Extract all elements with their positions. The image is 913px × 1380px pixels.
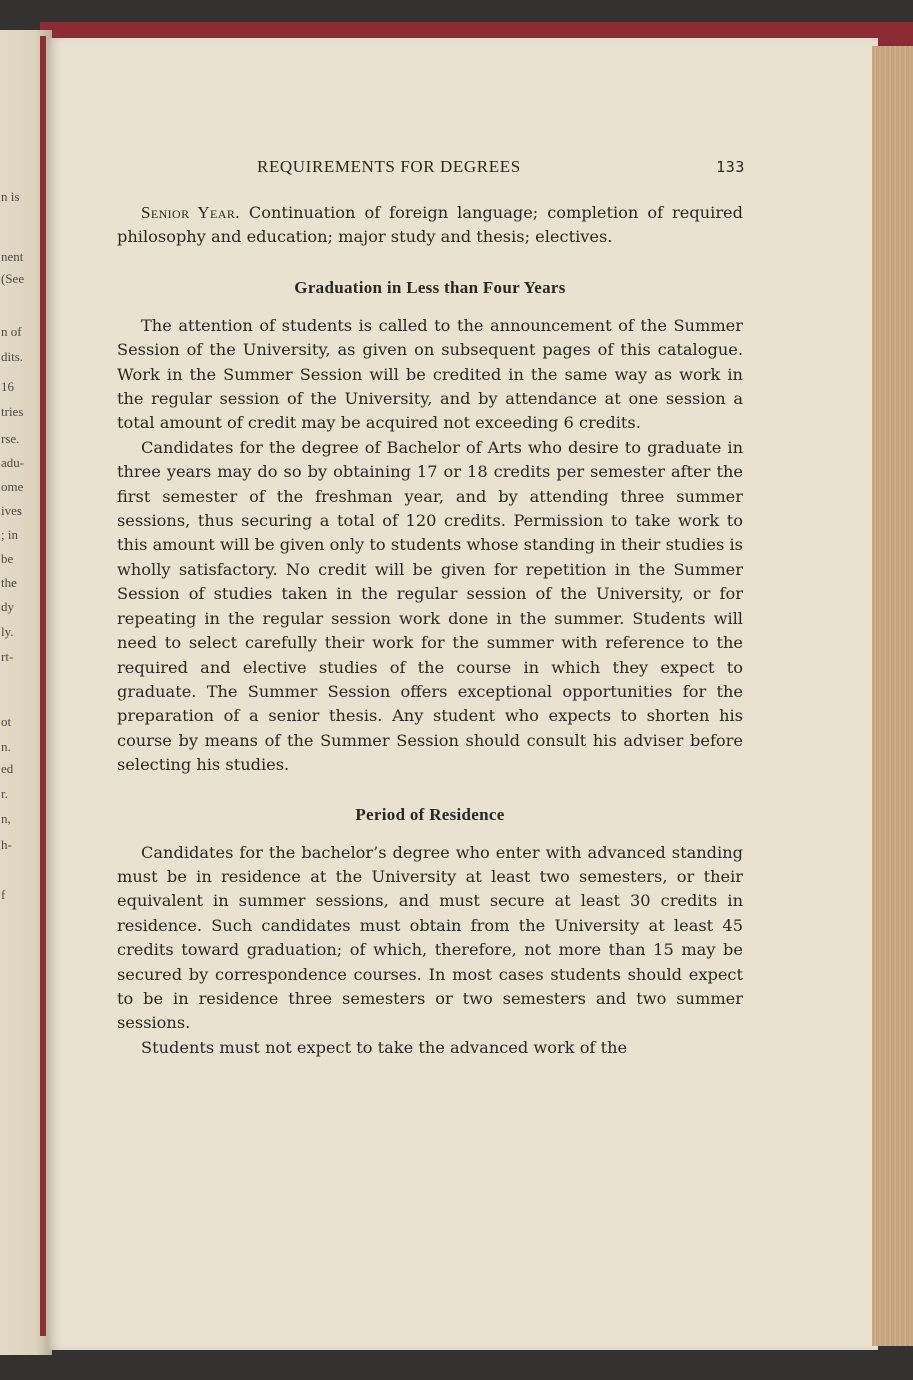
fragment: tries <box>1 404 24 419</box>
fragment: adu- <box>1 455 25 470</box>
senior-year-label: Senior Year. <box>141 203 240 222</box>
page-text <box>117 140 743 1060</box>
fragment: ot <box>1 714 12 729</box>
section-heading-residence: Period of Residence <box>355 804 505 824</box>
fragment: n of <box>1 324 22 339</box>
fragment: n, <box>1 811 11 826</box>
fragment: r. <box>1 786 8 801</box>
fragment: ed <box>1 761 14 776</box>
fragment: the <box>1 575 17 590</box>
senior-year-text: Continuation of foreign language; completion of required philosophy and education; major study and thesis; electives. <box>117 203 743 247</box>
fragment: h- <box>1 837 12 852</box>
fragment: n is <box>1 189 20 204</box>
fragment: 16 <box>1 379 14 394</box>
paragraph: The attention of students is called to the announcement of the Summer Session of the University, as given on subsequent pages of this catalogue. Work in the Summer Session will be credited in the same way as work in the regular session of the University, and by attendance at one session a total amount of credit may be acquired not exceeding 6 credits. <box>117 315 743 433</box>
paragraph: Students must not expect to take the advanced work of the <box>141 1037 628 1057</box>
paragraph: Candidates for the bachelor’s degree who enter with advanced standing must be in residence at the University at least two semesters, or their equivalent in summer sessions, and must secure at least 30 credits in residence. Such candidates must obtain from the University at least 45 credits toward graduation; of which, therefore, not more than 15 may be secured by correspondence courses. In most cases students should expect to be in residence three semesters or two semesters and two summer sessions. <box>117 842 743 1033</box>
binding-edge <box>40 36 46 1336</box>
running-header-title: REQUIREMENTS FOR DEGREES <box>257 157 521 176</box>
paragraph: Candidates for the degree of Bachelor of Arts who desire to graduate in three years may do so by obtaining 17 or 18 credits per semester after the first semester of the freshman year, and by attending three summer sessions, thus securing a total of 120 credits. Permission to take work to this amount will be given only to students whose standing in their studies is wholly satisfactory. No credit will be given for repetition in the Summer Session of studies taken in the regular session of the University, or for repeating in the regular session work done in the summer. Students will need to select carefully their work for the summer with reference to the required and elective studies of the course in which they expect to graduate. The Summer Session offers exceptional opportunities for the preparation of a senior thesis. Any student who expects to shorten his course by means of the Summer Session should consult his adviser before selecting his studies. <box>117 437 743 775</box>
fragment: (See <box>1 271 25 286</box>
page-block-edges <box>872 46 913 1346</box>
fragment: ly. <box>1 624 14 639</box>
fragment: f <box>1 887 6 902</box>
fragment: n. <box>1 739 11 754</box>
fragment: nent <box>1 249 24 264</box>
running-header <box>117 155 743 179</box>
fragment: dy <box>1 599 14 614</box>
fragment: dits. <box>1 349 24 364</box>
section-heading-graduation: Graduation in Less than Four Years <box>294 277 566 297</box>
fragment: ome <box>1 479 24 494</box>
fragment: be <box>1 551 14 566</box>
senior-year-paragraph <box>117 201 743 250</box>
fragment: ; in <box>1 527 18 542</box>
fragment: ives <box>1 503 22 518</box>
fragment: rse. <box>1 431 20 446</box>
page-number: 133 <box>716 158 745 176</box>
fragment: rt- <box>1 649 14 664</box>
